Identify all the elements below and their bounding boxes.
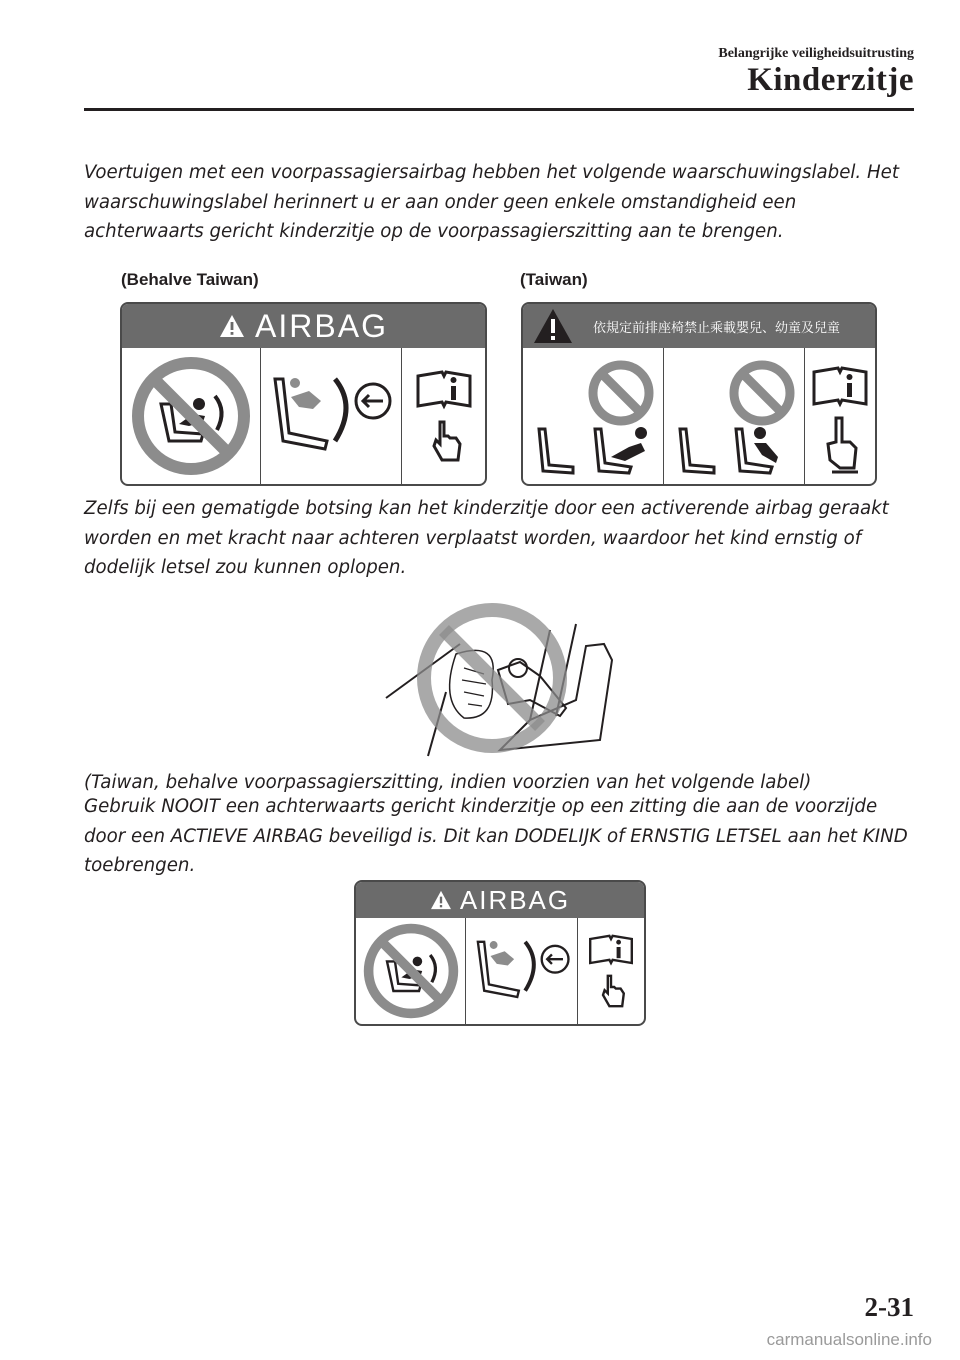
taiwan-note-paragraph: (Taiwan, behalve voorpassagierszitting, indien voorzien van het volgende label) xyxy=(84,772,812,793)
airbag-label-band xyxy=(122,304,485,348)
collision-paragraph: Zelfs bij een gematigde botsing kan het kinderzitje door een activerende airbag geraakt worden en met kracht naar achteren verplaatst worden, waardoor het kind ernstig of dodelijk letsel zou kunnen oplopen. xyxy=(84,498,889,578)
manual-info-cell xyxy=(578,918,644,1024)
prohibition-icon xyxy=(131,356,251,476)
manual-info-icon xyxy=(590,936,632,963)
airbag-crash-illustration xyxy=(380,600,620,760)
prohibited-rear-seat-cell xyxy=(356,918,466,1024)
variant-label-taiwan: (Taiwan) xyxy=(520,270,588,289)
airbag-impact-cell xyxy=(261,348,402,484)
page-number: 2-31 xyxy=(864,1292,914,1322)
header-divider xyxy=(84,108,914,111)
airbag-label-band xyxy=(356,882,644,918)
page-title: Kinderzitje xyxy=(747,62,914,98)
taiwan-text: 依規定前排座椅禁止乘載嬰兒、幼童及兒童 xyxy=(593,320,841,336)
airbag-warning-label xyxy=(120,302,487,486)
airbag-text: AIRBAG xyxy=(459,884,571,915)
watermark: carmanualsonline.info xyxy=(766,1330,932,1349)
manual-info-cell xyxy=(402,348,485,484)
prohibited-rear-seat-cell xyxy=(122,348,261,484)
airbag-impact-icon xyxy=(265,361,397,471)
taiwan-label-band xyxy=(523,304,875,348)
manual-info-icon xyxy=(814,368,866,404)
warning-triangle-icon xyxy=(533,308,573,344)
airbag-impact-cell xyxy=(466,918,578,1024)
airbag-warning-label-taiwan-rear xyxy=(354,880,646,1026)
prohibited-infant-seat-cell xyxy=(523,348,664,484)
pointing-hand-icon xyxy=(828,418,858,472)
variant-label-other: (Behalve Taiwan) xyxy=(121,270,259,289)
intro-paragraph: Voertuigen met een voorpassagiersairbag hebben het volgende waarschuwingslabel. Het waarschuwingslabel herinnert u er aan onder geen enkele omstandigheid een achterwaarts gericht kinderzitje op de voorpassagierszitting aan te brengen. xyxy=(84,162,899,242)
taiwan-warning-label xyxy=(521,302,877,486)
manual-info-icon xyxy=(418,372,470,406)
warning-triangle-icon xyxy=(219,314,245,338)
airbag-impact-icon xyxy=(470,927,574,1015)
section-title: Belangrijke veiligheidsuitrusting xyxy=(718,46,914,61)
prohibited-child-seat-cell xyxy=(664,348,805,484)
manual-info-cell-taiwan xyxy=(805,348,875,484)
taiwan-warning-paragraph: Gebruik NOOIT een achterwaarts gericht kinderzitje op een zitting die aan de voorzijde door een ACTIEVE AIRBAG beveiligd is. Dit kan DODELIJK of ERNSTIG LETSEL aan het KIND toebrengen. xyxy=(84,796,908,876)
warning-triangle-icon xyxy=(430,890,452,910)
prohibition-icon xyxy=(363,923,459,1019)
pointing-hand-icon xyxy=(434,422,460,460)
pointing-hand-icon xyxy=(603,976,624,1006)
airbag-text: AIRBAG xyxy=(255,307,388,344)
